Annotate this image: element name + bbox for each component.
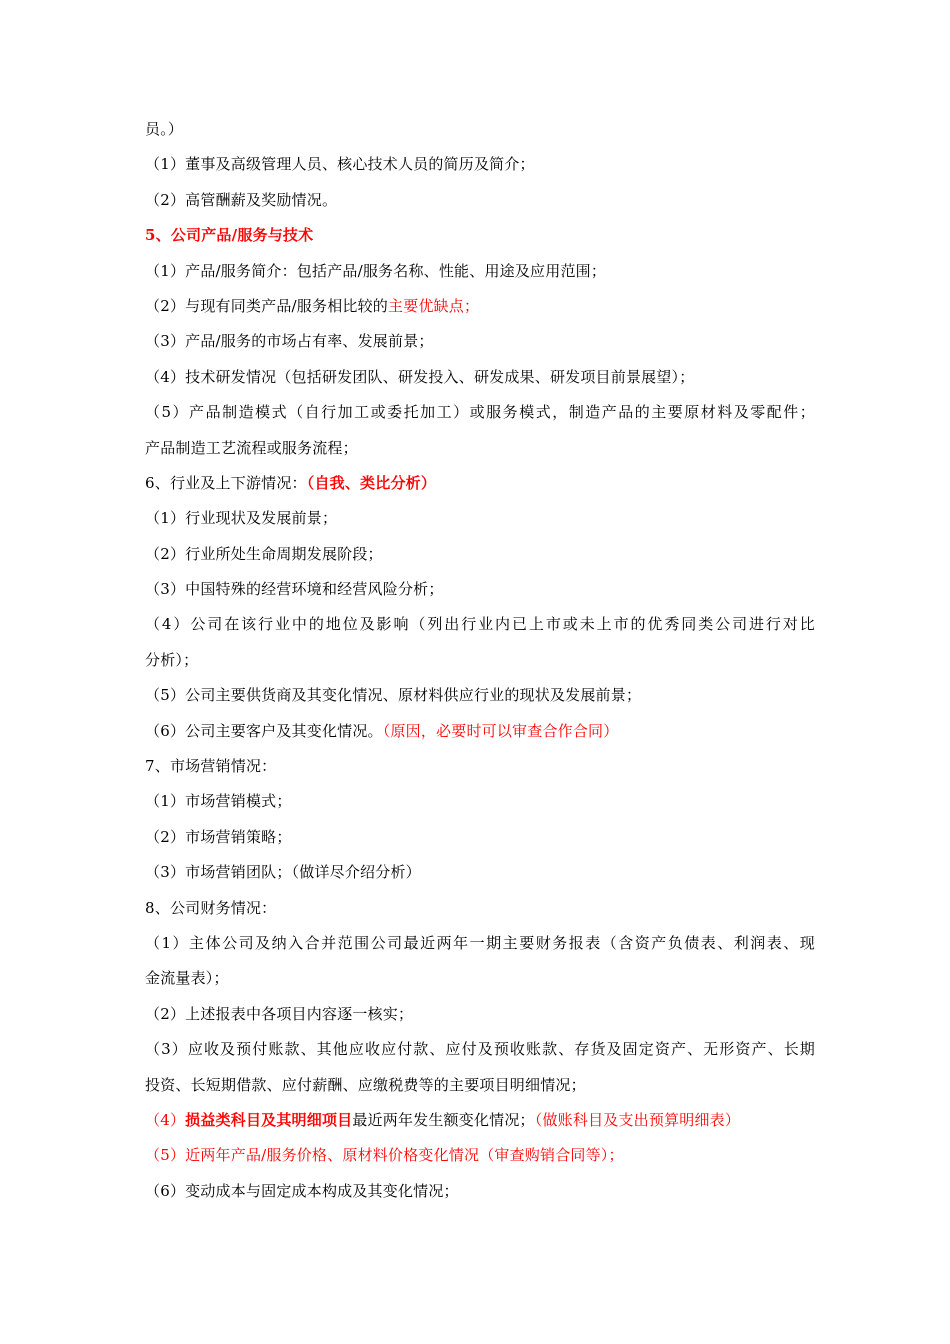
line-text: （6）公司主要客户及其变化情况。 bbox=[145, 721, 383, 740]
section-heading-7: 7、市场营销情况： bbox=[145, 757, 277, 776]
paragraph-line: 分析）； bbox=[145, 650, 199, 669]
document-body bbox=[145, 112, 815, 1209]
paragraph-line: （5）近两年产品/服务价格、原材料价格变化情况（审查购销合同等）； bbox=[145, 1146, 624, 1165]
paragraph-line: （1）主体公司及纳入合并范围公司最近两年一期主要财务报表（含资产负债表、利润表、现 bbox=[145, 933, 815, 952]
paragraph-line: （4）公司在该行业中的地位及影响（列出行业内已上市或未上市的优秀同类公司进行对比 bbox=[145, 615, 815, 634]
paragraph-line: （3）应收及预付账款、其他应收应付款、应付及预收账款、存货及固定资产、无形资产、长期 bbox=[145, 1040, 815, 1059]
heading-text: 6、行业及上下游情况： bbox=[145, 473, 307, 492]
section-heading-6 bbox=[145, 466, 815, 501]
paragraph-line: （2）行业所处生命周期发展阶段； bbox=[145, 544, 383, 563]
line-text: （4） bbox=[145, 1110, 186, 1129]
paragraph-line: （6）变动成本与固定成本构成及其变化情况； bbox=[145, 1181, 459, 1200]
paragraph-line: （1）产品/服务简介：包括产品/服务名称、性能、用途及应用范围； bbox=[145, 261, 607, 280]
highlight-text: 主要优缺点； bbox=[388, 296, 480, 315]
paragraph-line: （3）市场营销团队；（做详尽介绍分析） bbox=[145, 863, 421, 882]
paragraph-line bbox=[145, 1103, 815, 1138]
paragraph-line: （1）行业现状及发展前景； bbox=[145, 509, 338, 528]
paragraph-line: （2）高管酬薪及奖励情况。 bbox=[145, 190, 338, 209]
paragraph-line: 产品制造工艺流程或服务流程； bbox=[145, 438, 358, 457]
paragraph-line: （3）产品/服务的市场占有率、发展前景； bbox=[145, 332, 434, 351]
section-heading-8: 8、公司财务情况： bbox=[145, 898, 277, 917]
paragraph-line: （5）公司主要供货商及其变化情况、原材料供应行业的现状及发展前景； bbox=[145, 686, 642, 705]
paragraph-line: （5）产品制造模式（自行加工或委托加工）或服务模式，制造产品的主要原材料及零配件； bbox=[145, 403, 815, 422]
paragraph-line: （2）市场营销策略； bbox=[145, 827, 292, 846]
highlight-text: （自我、类比分析） bbox=[306, 473, 437, 492]
highlight-text: （做账科目及支出预算明细表） bbox=[534, 1110, 741, 1129]
paragraph-line: （2）上述报表中各项目内容逐一核实； bbox=[145, 1004, 414, 1023]
paragraph-line: （1）董事及高级管理人员、核心技术人员的简历及简介； bbox=[145, 155, 535, 174]
paragraph-line: （3）中国特殊的经营环境和经营风险分析； bbox=[145, 580, 444, 599]
paragraph-line bbox=[145, 714, 815, 749]
paragraph-line bbox=[145, 289, 815, 324]
highlight-text: （原因，必要时可以审查合作合同） bbox=[382, 721, 619, 740]
section-heading-5: 5、公司产品/服务与技术 bbox=[145, 226, 314, 245]
paragraph-line: 员。） bbox=[145, 120, 184, 138]
line-text: 最近两年发生额变化情况； bbox=[352, 1110, 535, 1129]
paragraph-line: （4）技术研发情况（包括研发团队、研发投入、研发成果、研发项目前景展望）； bbox=[145, 367, 695, 386]
paragraph-line: （1）市场营销模式； bbox=[145, 792, 292, 811]
paragraph-line: 金流量表）； bbox=[145, 969, 229, 988]
highlight-text: 损益类科目及其明细项目 bbox=[185, 1110, 353, 1129]
paragraph-line: 投资、长短期借款、应付薪酬、应缴税费等的主要项目明细情况； bbox=[145, 1075, 586, 1094]
line-text: （2）与现有同类产品/服务相比较的 bbox=[145, 296, 388, 315]
